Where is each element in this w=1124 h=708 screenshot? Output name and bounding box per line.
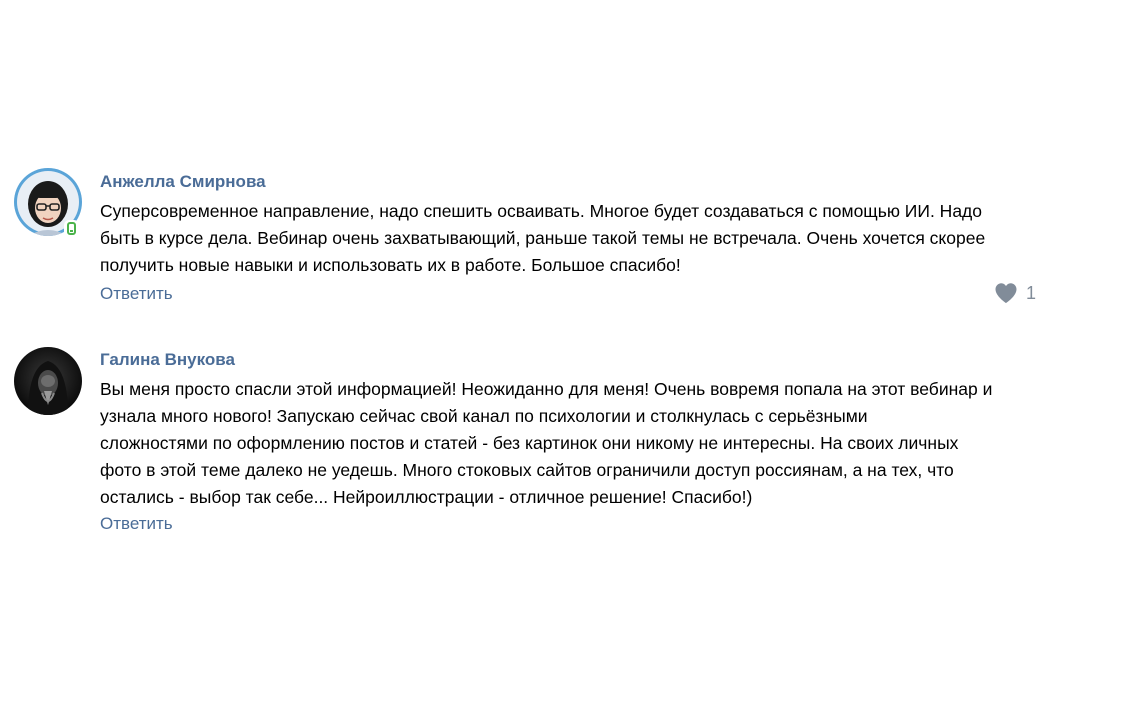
online-mobile-icon <box>64 220 79 238</box>
reply-button[interactable]: Ответить <box>100 284 173 303</box>
comment-text-line: получить новые навыки и использовать их в работе. Большое спасибо! <box>100 255 681 275</box>
comment-text-line: Суперсовременное направление, надо спешить осваивать. Многое будет создаваться с помощью ИИ. Надо <box>100 201 982 221</box>
like-button[interactable] <box>994 281 1036 305</box>
author-name[interactable]: Галина Внукова <box>100 350 235 369</box>
comment-text-line: быть в курсе дела. Вебинар очень захватывающий, раньше такой темы не встречала. Очень хочется скорее <box>100 228 986 248</box>
heart-icon <box>994 282 1018 304</box>
comment-text-line: фото в этой теме далеко не уедешь. Много стоковых сайтов ограничили доступ россиянам, а на тех, что <box>100 460 954 480</box>
comment-text <box>100 376 1090 511</box>
comment-text-line: Вы меня просто спасли этой информацией! Неожиданно для меня! Очень вовремя попала на этот вебинар и <box>100 379 993 399</box>
reply-button[interactable]: Ответить <box>100 514 173 533</box>
like-count: 1 <box>1026 282 1037 303</box>
author-name[interactable]: Анжелла Смирнова <box>100 172 266 191</box>
avatar[interactable] <box>14 347 82 415</box>
comment-text-line: узнала много нового! Запускаю сейчас свой канал по психологии и столкнулась с серьёзными <box>100 406 868 426</box>
comment-text-line: сложностями по оформлению постов и статей - без картинок они никому не интересны. На своих личных <box>100 433 959 453</box>
comment-text <box>100 198 1090 279</box>
avatar-image <box>14 347 82 415</box>
comment-text-line: остались - выбор так себе... Нейроиллюстрации - отличное решение! Спасибо!) <box>100 487 753 507</box>
